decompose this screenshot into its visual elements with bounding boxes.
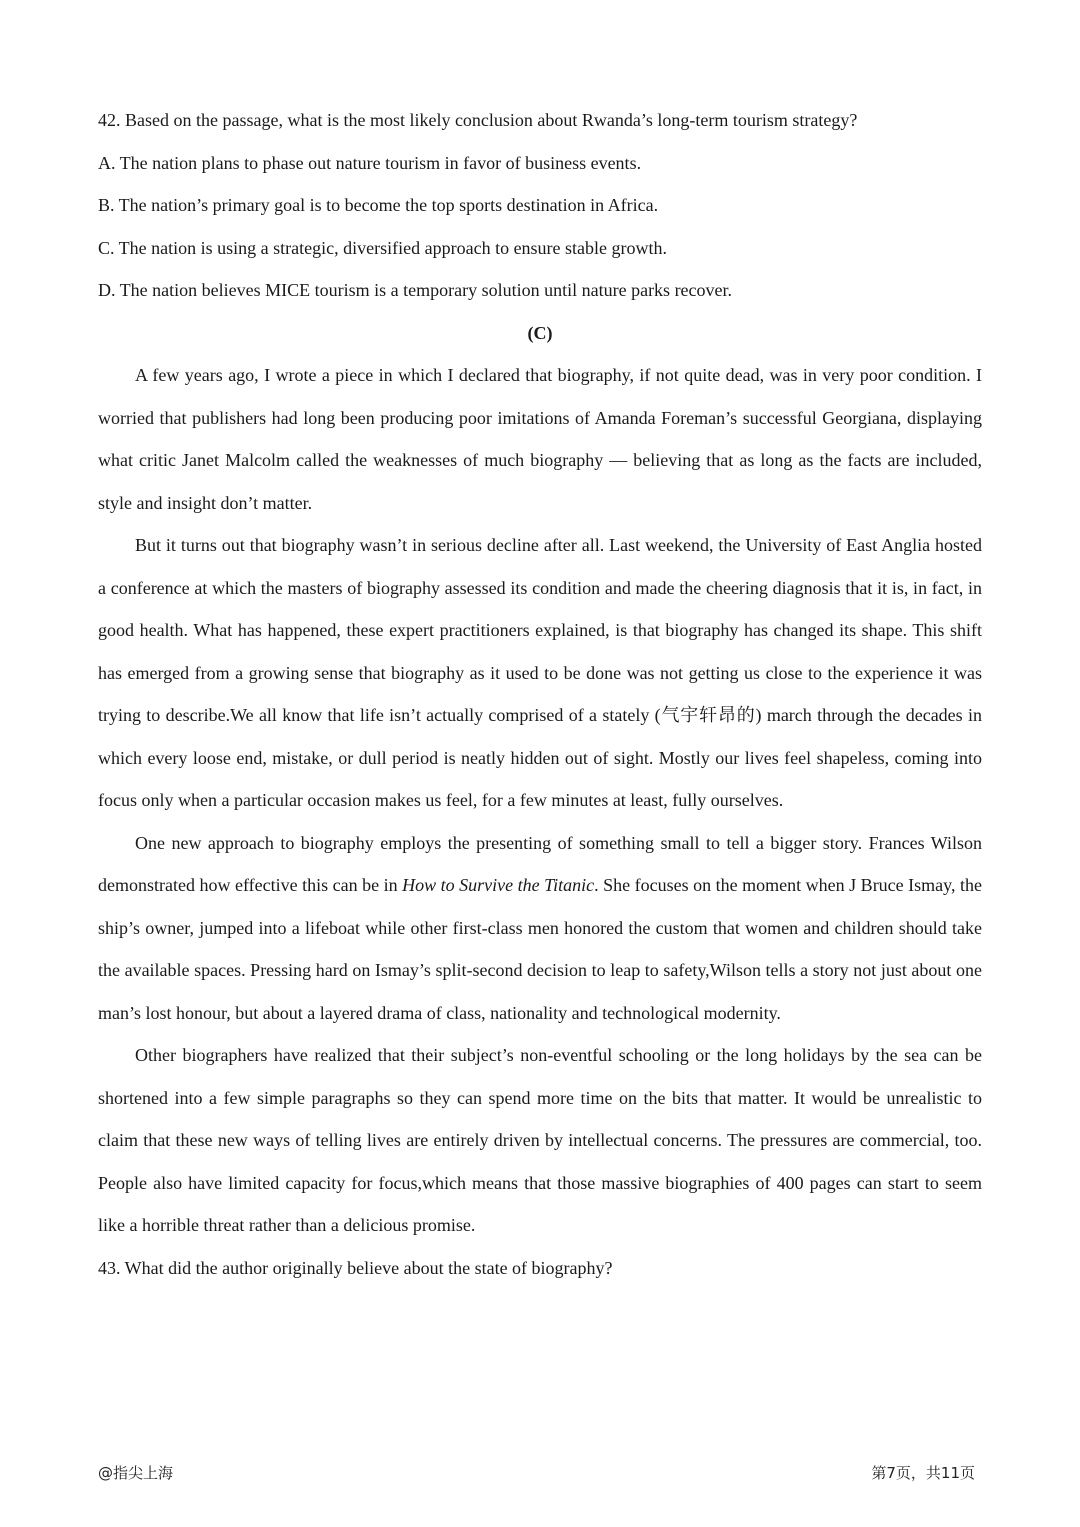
question-42: 42. Based on the passage, what is the most likely conclusion about Rwanda’s long-term tourism strategy? [98,110,858,130]
option-c: C. The nation is using a strategic, diversified approach to ensure stable growth. [98,237,668,258]
option-a: A. The nation plans to phase out nature tourism in favor of business events. [98,152,642,173]
paragraph-3-after: . She focuses on the moment when J Bruce Ismay, the ship’s owner, jumped into a lifeboat while other first-class men honored the custom that women and children should take the available spaces. Pressing hard on Ismay’s split-second decision to leap to safety,Wilson tells a story not just about one man’s lost honour, but about a layered drama of class, nationality and technological modernity. [98,875,982,1023]
paragraph-3-before: One new approach to biography employs the presenting of something small to tell a bigger story. Frances Wilson demonstrated how effective this can be in [98,832,982,895]
footer-page-number: 第7页，共11页 [871,1464,975,1482]
paragraph-1: A few years ago, I wrote a piece in which I declared that biography, if not quite dead, was in very poor condition. I worried that publishers had long been producing poor imitations of Amanda Foreman’s successful Georgiana, displaying what critic Janet Malcolm called the weaknesses of much biography — believing that as long as the facts are included, style and insight don’t matter. [98,365,982,513]
book-title: How to Survive the Titanic [402,875,595,895]
section-heading: (C) [527,322,553,343]
paragraph-3 [98,822,982,1035]
option-b: B. The nation’s primary goal is to become the top sports destination in Africa. [98,195,659,215]
question-43: 43. What did the author originally believe about the state of biography? [98,1257,613,1278]
page-content [98,99,982,1289]
footer-source: @指尖上海 [98,1464,174,1482]
option-d: D. The nation believes MICE tourism is a temporary solution until nature parks recover. [98,280,733,300]
paragraph-2: But it turns out that biography wasn’t in serious decline after all. Last weekend, the University of East Anglia hosted a conference at which the masters of biography assessed its condition and made the cheering diagnosis that it is, in fact, in good health. What has happened, these expert practitioners explained, is that biography has changed its shape. This shift has emerged from a growing sense that biography as it used to be done was not getting us close to the experience it was trying to describe.We all know that life isn’t actually comprised of a stately (气宇轩昂的) march through the decades in which every loose end, mistake, or dull period is neatly hidden out of sight. Mostly our lives feel shapeless, coming into focus only when a particular occasion makes us feel, for a few minutes at least, fully ourselves. [98,535,982,810]
paragraph-4: Other biographers have realized that their subject’s non-eventful schooling or the long holidays by the sea can be shortened into a few simple paragraphs so they can spend more time on the bits that matter. It would be unrealistic to claim that these new ways of telling lives are entirely driven by intellectual concerns. The pressures are commercial, too. People also have limited capacity for focus,which means that those massive biographies of 400 pages can start to seem like a horrible threat rather than a delicious promise. [98,1045,982,1235]
